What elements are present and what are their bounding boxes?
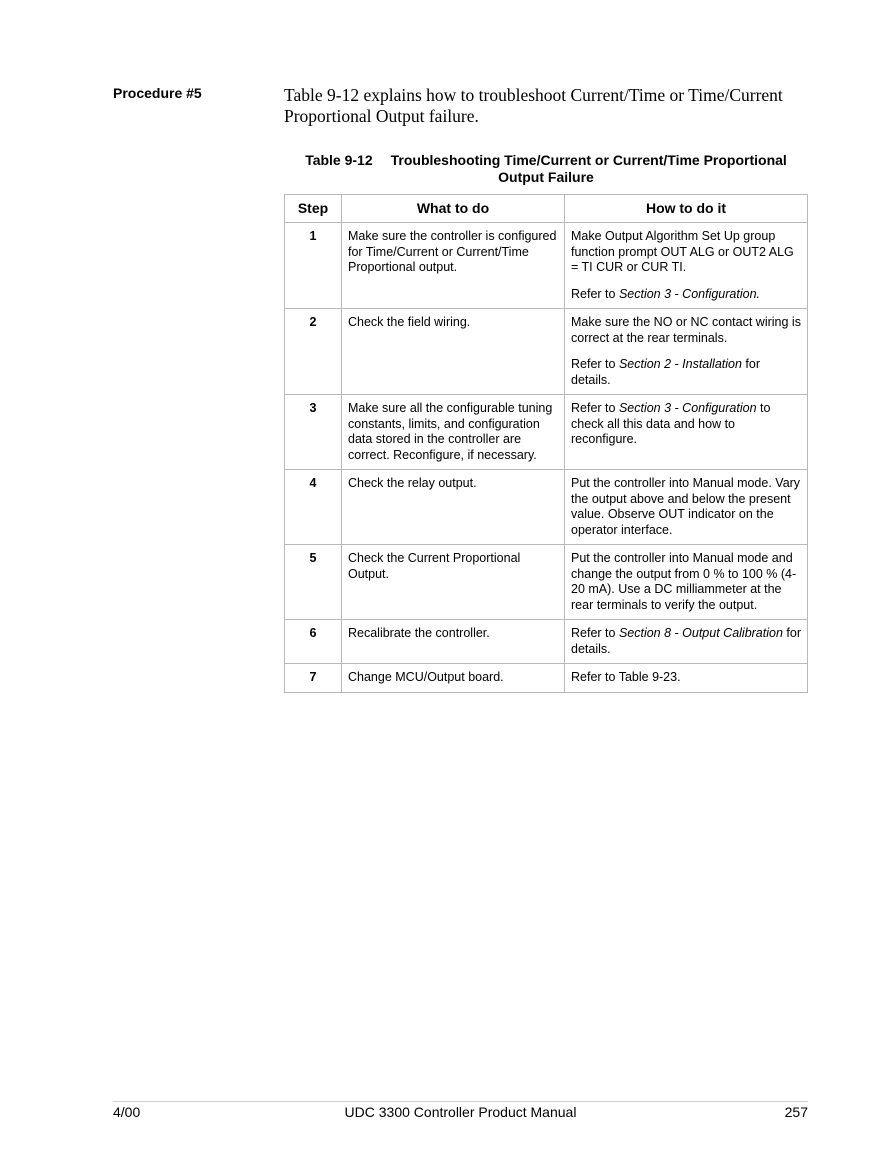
how-reference: Refer to Section 3 - Configuration to check all this data and how to reconfigure. [571,401,771,446]
what-to-do: Change MCU/Output board. [342,664,565,693]
table-caption-number: Table 9-12 [305,152,373,168]
how-text: Make Output Algorithm Set Up group function prompt OUT ALG or OUT2 ALG = TI CUR or CUR TI. [571,229,794,274]
how-text: Put the controller into Manual mode and change the output from 0 % to 100 % (4-20 mA). Use a DC milliammeter at the rear terminals to verify the output. [571,551,797,612]
step-number: 3 [285,395,342,470]
section-reference: Section 8 - Output Calibration [618,626,783,640]
step-number: 5 [285,545,342,620]
how-to-do-it [565,470,808,545]
how-reference: Refer to Section 2 - Installation for details. [571,357,760,387]
how-text: Refer to Table 9-23. [571,670,681,684]
footer-divider [113,1101,808,1102]
how-text: Make sure the NO or NC contact wiring is correct at the rear terminals. [571,315,801,345]
header-what-to-do: What to do [342,195,565,223]
what-to-do: Recalibrate the controller. [342,620,565,664]
step-number: 2 [285,309,342,395]
what-to-do: Check the field wiring. [342,309,565,395]
section-reference: Section 3 - Configuration. [618,286,760,301]
procedure-intro: Table 9-12 explains how to troubleshoot Current/Time or Time/Current Proportional Output failure. [284,85,783,126]
what-to-do: Make sure the controller is configured for Time/Current or Current/Time Proportional output. [342,223,565,309]
step-number: 6 [285,620,342,664]
table-row [285,620,808,664]
table-row [285,395,808,470]
header-how-to-do-it: How to do it [565,195,808,223]
table-row [285,664,808,693]
section-reference: Section 3 - Configuration [618,401,757,415]
step-number: 7 [285,664,342,693]
how-to-do-it [565,223,808,309]
troubleshooting-table [284,194,808,693]
how-to-do-it [565,620,808,664]
procedure-label: Procedure #5 [113,85,202,101]
table-row [285,545,808,620]
how-to-do-it [565,395,808,470]
step-number: 4 [285,470,342,545]
what-to-do: Make sure all the configurable tuning constants, limits, and configuration data stored in the controller are correct. Reconfigure, if necessary. [342,395,565,470]
how-to-do-it [565,309,808,395]
table-caption-title: Troubleshooting Time/Current or Current/Time Proportional Output Failure [390,152,787,185]
what-to-do: Check the relay output. [342,470,565,545]
how-to-do-it [565,664,808,693]
how-to-do-it [565,545,808,620]
section-reference: Section 2 - Installation [618,357,742,371]
header-step: Step [285,195,342,223]
table-caption [284,152,808,186]
table-row [285,223,808,309]
how-reference: Refer to Section 3 - Configuration. [571,286,760,301]
table-row [285,470,808,545]
step-number: 1 [285,223,342,309]
footer-date: 4/00 [113,1104,141,1120]
table-row [285,309,808,395]
table-header-row [285,195,808,223]
how-reference: Refer to Section 8 - Output Calibration for details. [571,626,801,656]
what-to-do: Check the Current Proportional Output. [342,545,565,620]
page-number: 257 [784,1104,808,1120]
footer-title: UDC 3300 Controller Product Manual [344,1104,577,1120]
how-text: Put the controller into Manual mode. Vary the output above and below the present value. Observe OUT indicator on the operator interface. [571,476,801,537]
